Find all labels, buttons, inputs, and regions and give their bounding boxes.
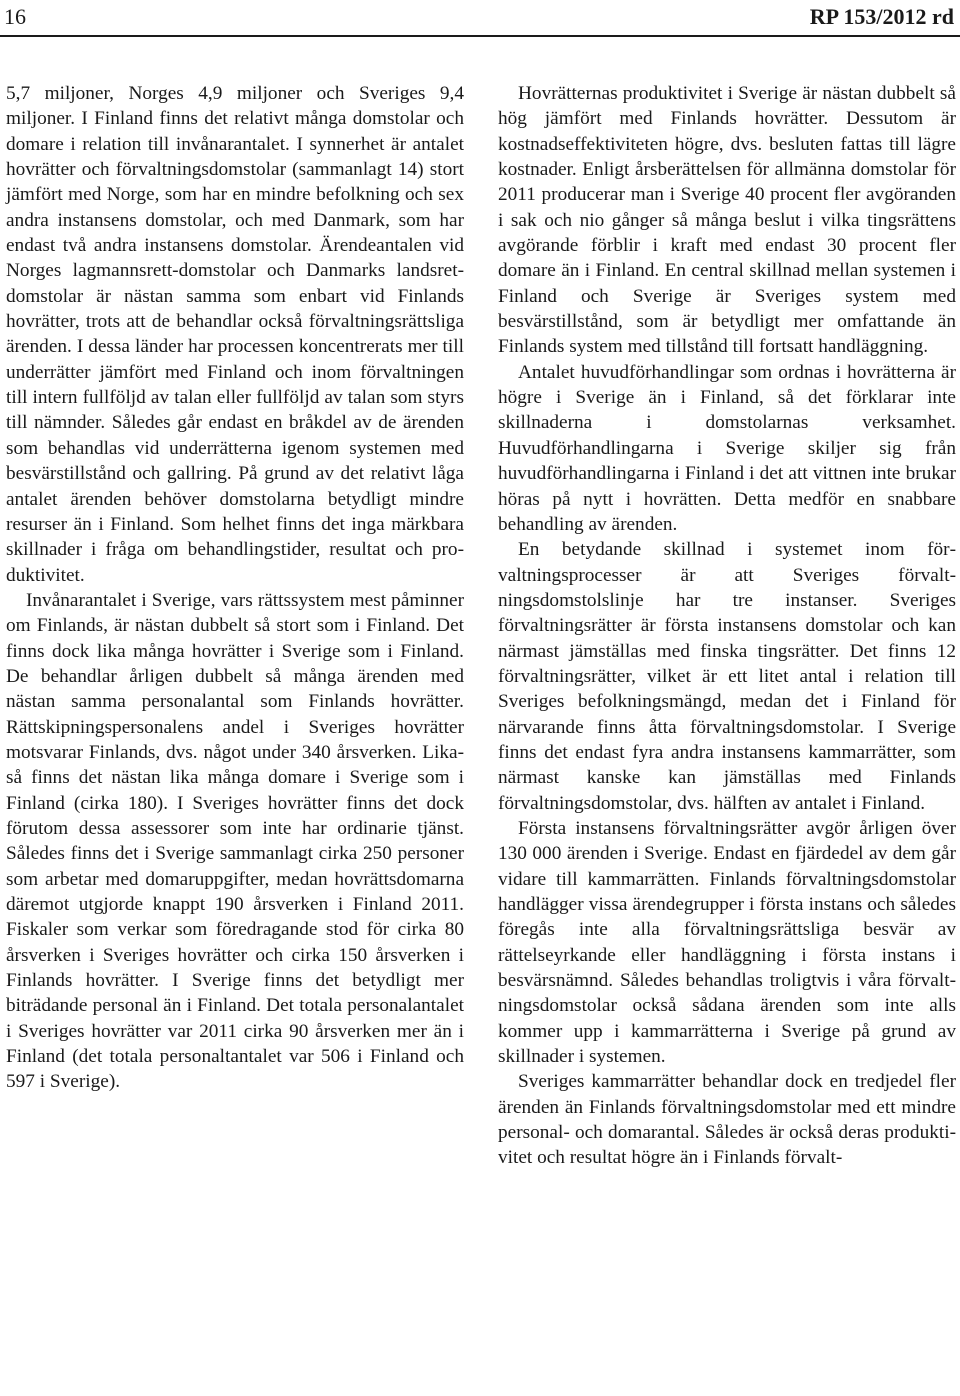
- page-number: 16: [4, 4, 26, 29]
- header-divider: [0, 35, 960, 37]
- document-id: RP 153/2012 rd: [809, 4, 954, 29]
- paragraph: En betydande skillnad i systemet inom förvaltningsprocesser är att Sveriges förvaltningsdomstolslinje har tre instanser. Sveriges förvaltningsrätter är första instansens domstolar och kan närmast jämställas med finska tingsrätter. Det finns 12 förvaltningsrätter, vilket är ett litet antal i relation till Sveriges befolkningsmängd, medan det i Finland för närvarande finns åtta förvaltningsdomstolar. I Sverige finns det endast fyra andra instansens kammarrätter, som närmast kanske kan jämställas med Finlands förvaltningsdomstolar, dvs. hälften av antalet i Finland.: [498, 539, 956, 814]
- paragraph: 5,7 miljoner, Norges 4,9 miljoner och Sveriges 9,4 miljoner. I Finland finns det relativt många domstolar och domare i relation till invånarantalet. I synnerhet är antalet hovrätter och förvaltningsdomstolar (sammanlagt 14) stort jämfört med Norge, som har en mindre befolkning och sex andra instansens domstolar, och med Danmark, som har endast två andra instansens domstolar. Ärendeantalen vid Norges lagmannsrett-domstolar och Danmarks landsret-domstolar är nästan samma som enbart vid Finlands hovrätter, trots att de behandlar också förvaltningsrättsliga ärenden. I dessa länder har processen koncentrerats mer till underrätter jämfört med Finland och inom förvaltningen till intern fullföljd av talan eller fullföljd av talan som styrs till nämnder. Således går endast en bråkdel av de ärenden som behandlas vid underrätterna igenom systemen med besvärstillstånd och gallring. På grund av det relativt låga antalet ärenden behöver domstolarna betydligt mindre resurser än i Finland. Som helhet finns det inga märkbara skillnader i fråga om behandlingstider, resultat och produktivitet.: [6, 83, 464, 586]
- right-column: [498, 81, 956, 1171]
- paragraph: Sveriges kammarrätter behandlar dock en tredjedel fler ärenden än Finlands förvaltningsdomstolar med ett mindre personal- och domarantal. Således är också deras produktivitet och resultat högre än i Finlands förvalt-: [498, 1071, 956, 1169]
- paragraph: Antalet huvudförhandlingar som ordnas i hovrätterna är högre i Sverige än i Finland, så det förklarar inte skillnaderna i domstolarnas verksamhet. Huvudförhandlingarna i Sverige skiljer sig från huvudförhandlingarna i Finland i det att vittnen inte brukar höras på nytt i hovrätten. Detta medför en snabbare behandling av ärenden.: [498, 361, 956, 535]
- page-header: [0, 0, 960, 40]
- left-column: [6, 81, 464, 1095]
- paragraph: Hovrätternas produktivitet i Sverige är nästan dubbelt så hög jämfört med Finlands hovrätter. Dessutom är kostnadseffektiviteten högre, dvs. besluten fattas till lägre kostnader. Enligt årsberättelsen för allmänna domstolar för 2011 producerar man i Sverige 40 procent fler avgöranden i sak och nio gånger så många beslut i vilka tingsrättens avgörande förblir i kraft med endast 30 procent fler domare än i Finland. En central skillnad mellan systemen i Finland och Sverige är Sveriges system med besvärstillstånd, som är betydligt mer omfattande än Finlands system med tillstånd till fortsatt handläggning.: [498, 83, 956, 358]
- paragraph: Invånarantalet i Sverige, vars rättssystem mest påminner om Finlands, är nästan dubbelt så stort som i Finland. Det finns dock lika många hovrätter i Sverige som i Finland. De behandlar årligen dubbelt så många ärenden med nästan samma personalantal som Finlands hovrätter. Rättskipningspersonalens andel i Sveriges hovrätter motsvarar Finlands, dvs. något under 340 årsverken. Likaså finns det nästan lika många domare i Sverige som i Finland (cirka 180). I Sveriges hovrätter finns det dock förutom dessa assessorer som inte har ordinarie tjänst. Således finns det i Sverige sammanlagt cirka 250 personer som arbetar med domaruppgifter, medan hovrättsdomarna däremot utgjorde knappt 190 årsverken i Finland 2011. Fiskaler som verkar som föredragande stod för cirka 80 årsverken i Sveriges hovrätter och cirka 150 årsverken i Finlands hovrätter. I Sverige finns det betydligt mer biträdande personal än i Finland. Det totala personalantalet i Sveriges hovrätter var 2011 cirka 90 årsverken mer än i Finland (det totala personaltantalet var 506 i Finland och 597 i Sverige).: [6, 589, 464, 1093]
- paragraph: Första instansens förvaltningsrätter avgör årligen över 130 000 ärenden i Sverige. Endast en fjärdedel av dem går vidare till kammarrätten. Finlands förvaltningsdomstolar handlägger vissa ärendegrupper i första instans och således föregås inte alla förvaltningsrättsliga besvär av rättelseyrkande eller handläggning i första instans i besvärsnämnd. Således behandlas troligtvis i våra förvaltningsdomstolar också sådana ärenden som inte alls kommer upp i kammarrätterna i Sverige på grund av skillnader i systemen.: [498, 817, 956, 1068]
